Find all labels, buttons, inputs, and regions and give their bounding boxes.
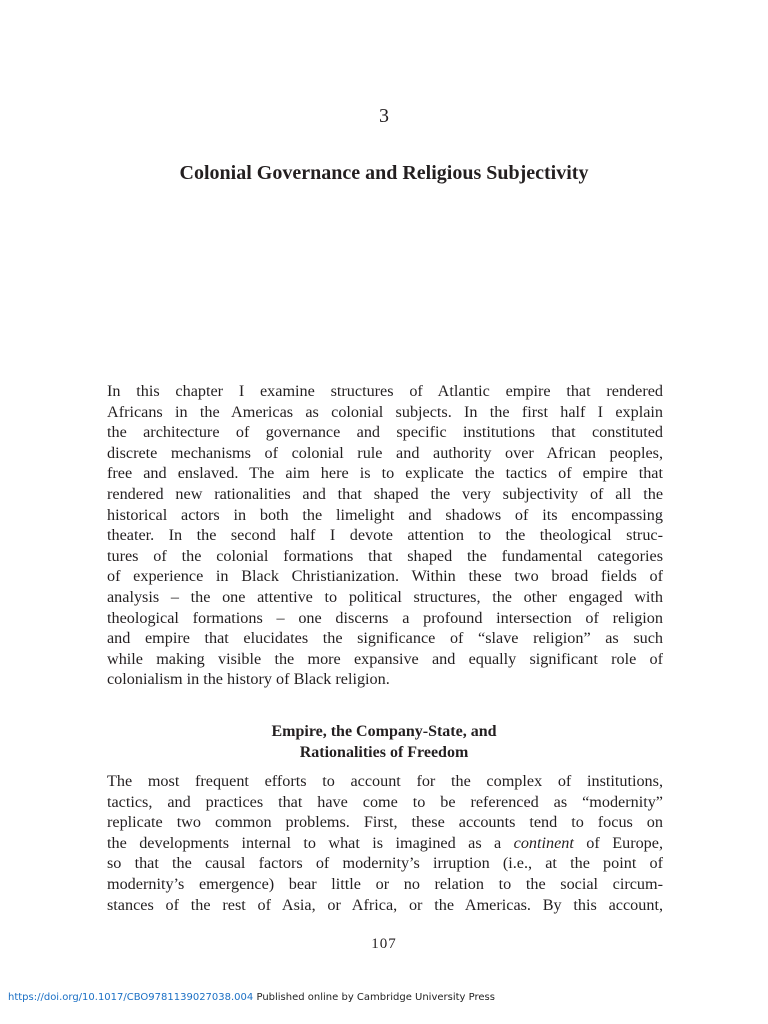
italic-term: continent	[513, 833, 574, 852]
footer-text: Published online by Cambridge University Press	[253, 992, 495, 1003]
text-line: theater. In the second half I devote attention to the theological struc-	[107, 526, 663, 545]
text-line: so that the causal factors of modernity’s irruption (i.e., at the point of	[107, 854, 663, 873]
body-paragraph	[107, 771, 663, 915]
section-heading-line: Rationalities of Freedom	[299, 744, 469, 761]
text-line: tures of the colonial formations that shaped the fundamental categories	[107, 546, 663, 565]
text-line: the architecture of governance and specific institutions that constituted	[107, 423, 663, 442]
text-line: analysis – the one attentive to political structures, the other engaged with	[107, 587, 663, 606]
page-number: 107	[371, 936, 397, 952]
text-line: and empire that elucidates the significance of “slave religion” as such	[107, 629, 663, 648]
section-heading	[0, 721, 768, 763]
chapter-title: Colonial Governance and Religious Subjectivity	[179, 162, 589, 184]
footer	[8, 991, 495, 1004]
text-line: rendered new rationalities and that shaped the very subjectivity of all the	[107, 484, 663, 503]
text-segment: the developments internal to what is imagined as a	[107, 833, 514, 852]
chapter-number: 3	[379, 105, 389, 127]
text-line: historical actors in both the limelight and shadows of its encompassing	[107, 505, 663, 524]
section-heading-line: Empire, the Company-State, and	[271, 723, 497, 740]
text-line: modernity’s emergence) bear little or no relation to the social circum-	[107, 874, 663, 893]
text-line	[107, 833, 663, 854]
doi-link[interactable]: https://doi.org/10.1017/CBO9781139027038.004	[8, 992, 254, 1003]
text-line: theological formations – one discerns a profound intersection of religion	[107, 608, 663, 627]
text-line: The most frequent efforts to account for the complex of institutions,	[107, 772, 663, 790]
text-segment: of Europe,	[573, 833, 663, 852]
text-line: In this chapter I examine structures of Atlantic empire that rendered	[107, 382, 663, 400]
text-line: replicate two common problems. First, these accounts tend to focus on	[107, 813, 663, 832]
text-line: discrete mechanisms of colonial rule and authority over African peoples,	[107, 443, 663, 462]
text-line: Africans in the Americas as colonial subjects. In the first half I explain	[107, 402, 663, 421]
text-line: stances of the rest of Asia, or Africa, or the Americas. By this account,	[107, 895, 663, 914]
text-line: colonialism in the history of Black religion.	[107, 670, 390, 689]
text-line: free and enslaved. The aim here is to explicate the tactics of empire that	[107, 464, 663, 483]
text-line: while making visible the more expansive and equally significant role of	[107, 649, 663, 668]
intro-paragraph	[107, 381, 663, 690]
text-line: of experience in Black Christianization. Within these two broad fields of	[107, 567, 663, 586]
text-line: tactics, and practices that have come to be referenced as “modernity”	[107, 792, 663, 811]
